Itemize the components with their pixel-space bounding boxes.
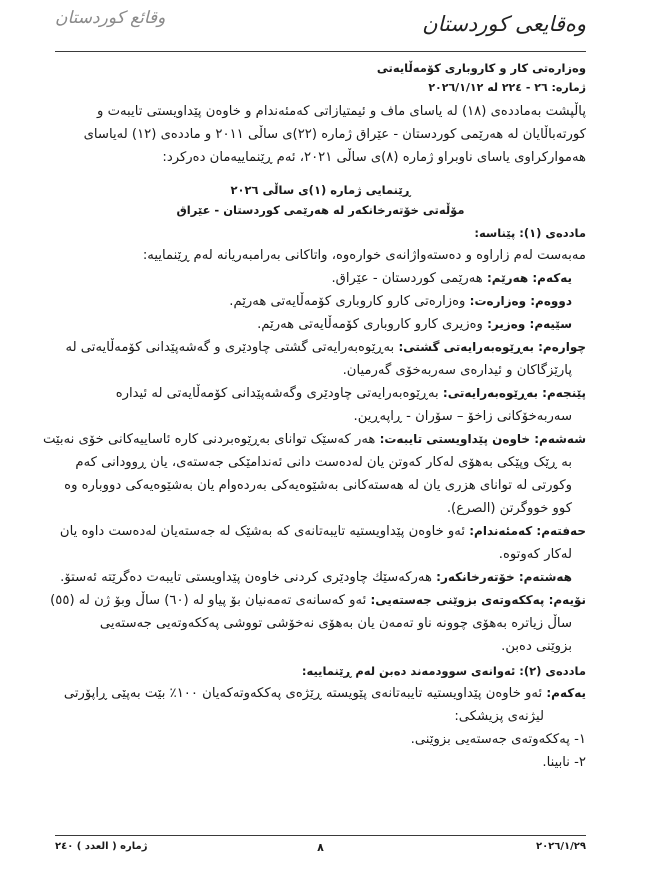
header-divider [55,51,586,52]
beneficiary-continuation: لیژنەی پزیشکی: [454,709,544,724]
definition-item [50,589,586,612]
definition-text: هەر کەسێک توانای بەڕێوەبردنی کارە ئاساییەکانی خۆی نەبێت [42,432,376,447]
definition-text: ئەو کەسانەی تەمەنیان بۆ پیاو لە (٦٠) ساڵ وبۆ ژن لە (٥٥) [50,593,367,608]
definition-continuation: کوو خووگرتن (الصرع). [446,501,572,516]
definition-continuation: لەکار کەوتوە. [498,547,572,562]
definition-term: حەفتەم: کەمئەندام: [469,524,586,538]
beneficiary-text: ئەو خاوەن پێداویستیە تایبەتانەی پێویستە ڕێژەی پەککەوتەکەیان ١٠٠٪ بێت بەپێی ڕاپۆرتی [63,686,543,701]
ministry-name: وەزارەتی کار و کاروباری کۆمەڵایەتی [376,61,586,75]
beneficiary-term: یەکەم: [546,686,586,700]
definition-item [55,382,586,405]
gazette-logo-kurdish: وەقایعی کوردستان [422,12,586,36]
page-header [55,6,586,50]
preamble-line: کورتەباڵایان لە هەرێمی کوردستان - عێراق ژمارە (٢٢)ی ساڵی ٢٠١١ و ماددەی (١٢) لەیاسای [83,127,586,142]
definition-continuation: وکورتی لە توانای هزری یان لە هەستەکانی بەشێوەیەکی بەردەوام یان بەشێوەیەکی دووبارە وە [64,478,572,493]
footer-date: ٢٠٢٦/١/٢٩ [535,841,586,852]
definition-item [55,566,586,589]
document-body [42,58,586,774]
page-footer [55,841,586,859]
definition-text: وەزارەتی کارو کاروباری کۆمەڵایەتی هەرێم. [229,294,466,309]
definition-term: شەشەم: خاوەن پێداویستی تایبەت: [379,432,586,446]
definition-continuation: ساڵ زیاترە بەهۆی چوونە ناو تەمەن یان بەهۆی نەخۆشی تووشی پەککەوتەیی جەستەیی [99,616,572,631]
gazette-logo-arabic: وقائع كوردستان [55,8,166,28]
definition-term: دووەم: وەزارەت: [469,294,572,308]
instruction-subtitle: مۆڵەتی خۆتەرخانکەر لە هەرێمی کوردستان - عێراق [176,203,465,217]
definition-term: یەکەم: هەرێم: [486,271,572,285]
definition-continuation: پارێزگاکان و ئیدارەی سەربەخۆی گەرمیان. [342,363,572,378]
definition-text: هەرکەسێك چاودێری کردنی خاوەن پێداویستی تایبەت دەگرێتە ئەستۆ. [60,570,432,585]
page-number: ٨ [317,841,324,854]
definition-item [55,290,586,313]
definition-text: هەرێمی کوردستان - عێراق. [331,271,483,286]
definition-term: سێیەم: وەزیر: [487,317,572,331]
definition-item [42,428,586,451]
issue-number: ژمارە ( العدد ) ٢٤٠ [55,841,148,852]
definition-text: بەڕێوەبەرایەتی چاودێری وگەشەپێدانی کۆمەڵایەتی لە ئیدارە [115,386,439,401]
footer-divider [55,835,586,836]
definition-term: پێنجەم: بەڕێوەبەرایەتی: [442,386,586,400]
definition-continuation: بە ڕێک وپێکی بەهۆی لەکار کەوتن یان لەدەست دانی ئەندامێکی جەستەی، یان ڕوودانی کەم [75,455,572,470]
definition-item [55,520,586,543]
beneficiary-sub-item: ١- پەککەوتەی جەستەیی بزوێنی. [410,732,586,747]
article-1-lead: مەبەست لەم زاراوە و دەستەواژانەی خوارەوە، واتاکانی بەرامبەریانە لەم ڕێنماییە: [142,248,586,263]
preamble [55,100,586,169]
beneficiary-sub-item: ٢- نابینا. [542,755,586,770]
article-1-heading: ماددەی (١): پێناسە: [474,226,586,240]
decree-number: ژمارە: ٢٦ - ٢٢٤ لە ٢٠٢٦/١/١٢ [428,81,586,94]
definition-item [55,267,586,290]
instruction-title: ڕێنمایی ژمارە (١)ی ساڵی ٢٠٢٦ [230,183,411,197]
definition-item [55,336,586,359]
beneficiary-item [55,682,586,705]
definition-continuation: بزوێنی دەبن. [501,639,572,654]
preamble-line: هەموارکراوی یاسای ناوبراو ژمارە (٨)ی ساڵی ٢٠٢١، ئەم ڕێنماییەمان دەرکرد: [162,150,586,165]
definition-text: ئەو خاوەن پێداویستیە تایبەتانەی کە بەشێک لە جەستەیان لەدەست داوە یان [59,524,466,539]
definition-term: نۆیەم: پەککەوتەی بزوێنی جەستەیی: [370,593,586,607]
definition-term: چوارەم: بەڕێوەبەرایەتی گشتی: [398,340,586,354]
article-2-heading: ماددەی (٢): ئەوانەی سوودمەند دەبن لەم ڕێنماییە: [301,664,586,678]
definition-continuation: سەربەخۆکانی زاخۆ – سۆران - ڕاپەڕین. [353,409,572,424]
definition-text: بەڕێوەبەرایەتی گشتی چاودێری و گەشەپێدانی کۆمەڵایەتی لە [65,340,395,355]
definition-item [55,313,586,336]
definition-text: وەزیری کارو کاروباری کۆمەڵایەتی هەرێم. [257,317,483,332]
preamble-line: پاڵپشت بەماددەی (١٨) لە یاسای ماف و ئیمتیازاتی کەمئەندام و خاوەن پێداویستی تایبەت و [97,104,586,119]
definition-term: هەشتەم: خۆتەرخانکەر: [436,570,572,584]
